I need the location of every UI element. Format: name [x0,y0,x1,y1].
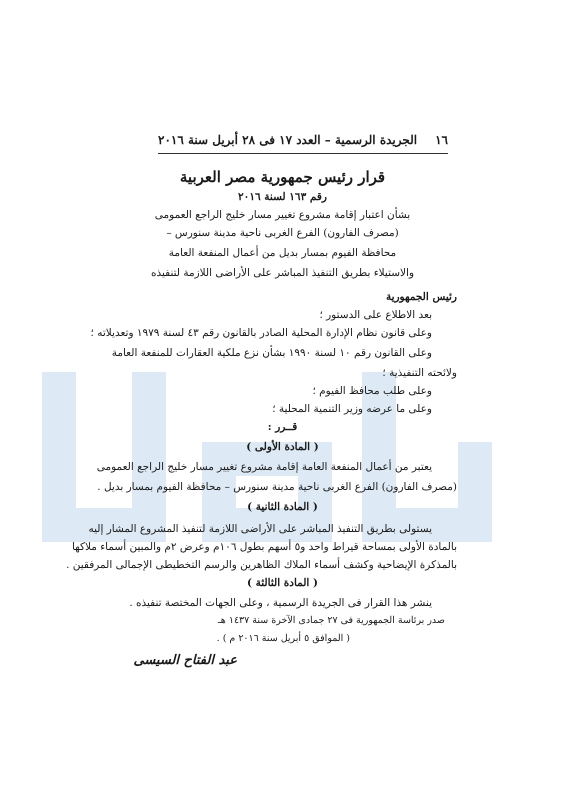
issued-date: صدر برئاسة الجمهورية فى ٢٧ جمادى الآخرة سنة ١٤٣٧ هـ [218,615,445,626]
page-header [158,133,448,154]
preamble-line: وعلى القانون رقم ١٠ لسنة ١٩٩٠ بشأن نزع ملكية العقارات للمنفعة العامة [111,347,432,359]
subject-line: بشأن اعتبار إقامة مشروع تغيير مسار خليج الراجع العمومى [154,209,411,221]
article-line: (مصرف الفارون) الفرع الغربى ناحية مدينة سنورس – محافظة الفيوم بمسار بديل . [97,481,457,493]
decided-heading: قــرر : [267,421,298,433]
gregorian-date: ( الموافق ٥ أبريل سنة ٢٠١٦ م ) . [216,633,350,644]
article-heading: ( المادة الثانية ) [247,501,318,513]
signature: عبد الفتاح السيسى [133,653,237,668]
preamble-line: بعد الاطلاع على الدستور ؛ [319,309,432,321]
running-title: الجريدة الرسمية – العدد ١٧ فى ٢٨ أبريل سنة ٢٠١٦ [158,133,418,147]
issuer: رئيس الجمهورية [385,291,457,303]
article-line: بالمذكرة الإيضاحية وكشف أسماء الملاك الظاهرين والرسم التخطيطى الإجمالى المرفقين . [66,559,457,571]
decree-title: قرار رئيس جمهورية مصر العربية [179,168,386,186]
preamble-line: وعلى ما عرضه وزير التنمية المحلية ؛ [272,403,432,415]
article-line: يستولى بطريق التنفيذ المباشر على الأراضى اللازمة لتنفيذ المشروع المشار إليه [88,523,432,535]
subject-line: (مصرف الفارون) الفرع الغربى ناحية مدينة سنورس – [166,227,399,239]
preamble-line: وعلى قانون نظام الإدارة المحلية الصادر بالقانون رقم ٤٣ لسنة ١٩٧٩ وتعديلاته ؛ [90,327,432,339]
subject-line: والاستيلاء بطريق التنفيذ المباشر على الأراضى اللازمة لتنفيذه [150,267,415,279]
article-line: يعتبر من أعمال المنفعة العامة إقامة مشروع تغيير مسار خليج الراجع العمومى [96,461,432,473]
article-line: بالمادة الأولى بمساحة قيراط واحد و٥ أسهم بطول ١٠٦م وعرض ٢م والمبين أسماء ملاكها [71,541,457,553]
preamble-line: ولائحته التنفيذية ؛ [382,367,457,379]
preamble-line: وعلى طلب محافظ الفيوم ؛ [312,385,432,397]
article-heading: ( المادة الأولى ) [246,441,319,453]
article-line: ينشر هذا القرار فى الجريدة الرسمية ، وعلى الجهات المختصة تنفيذه . [129,597,432,609]
page-number: ١٦ [435,133,448,147]
decree-number: رقم ١٦٣ لسنة ٢٠١٦ [238,191,327,203]
subject-line: محافظة الفيوم بمسار بديل من أعمال المنفعة العامة [168,247,397,259]
article-heading: ( المادة الثالثة ) [247,577,318,589]
